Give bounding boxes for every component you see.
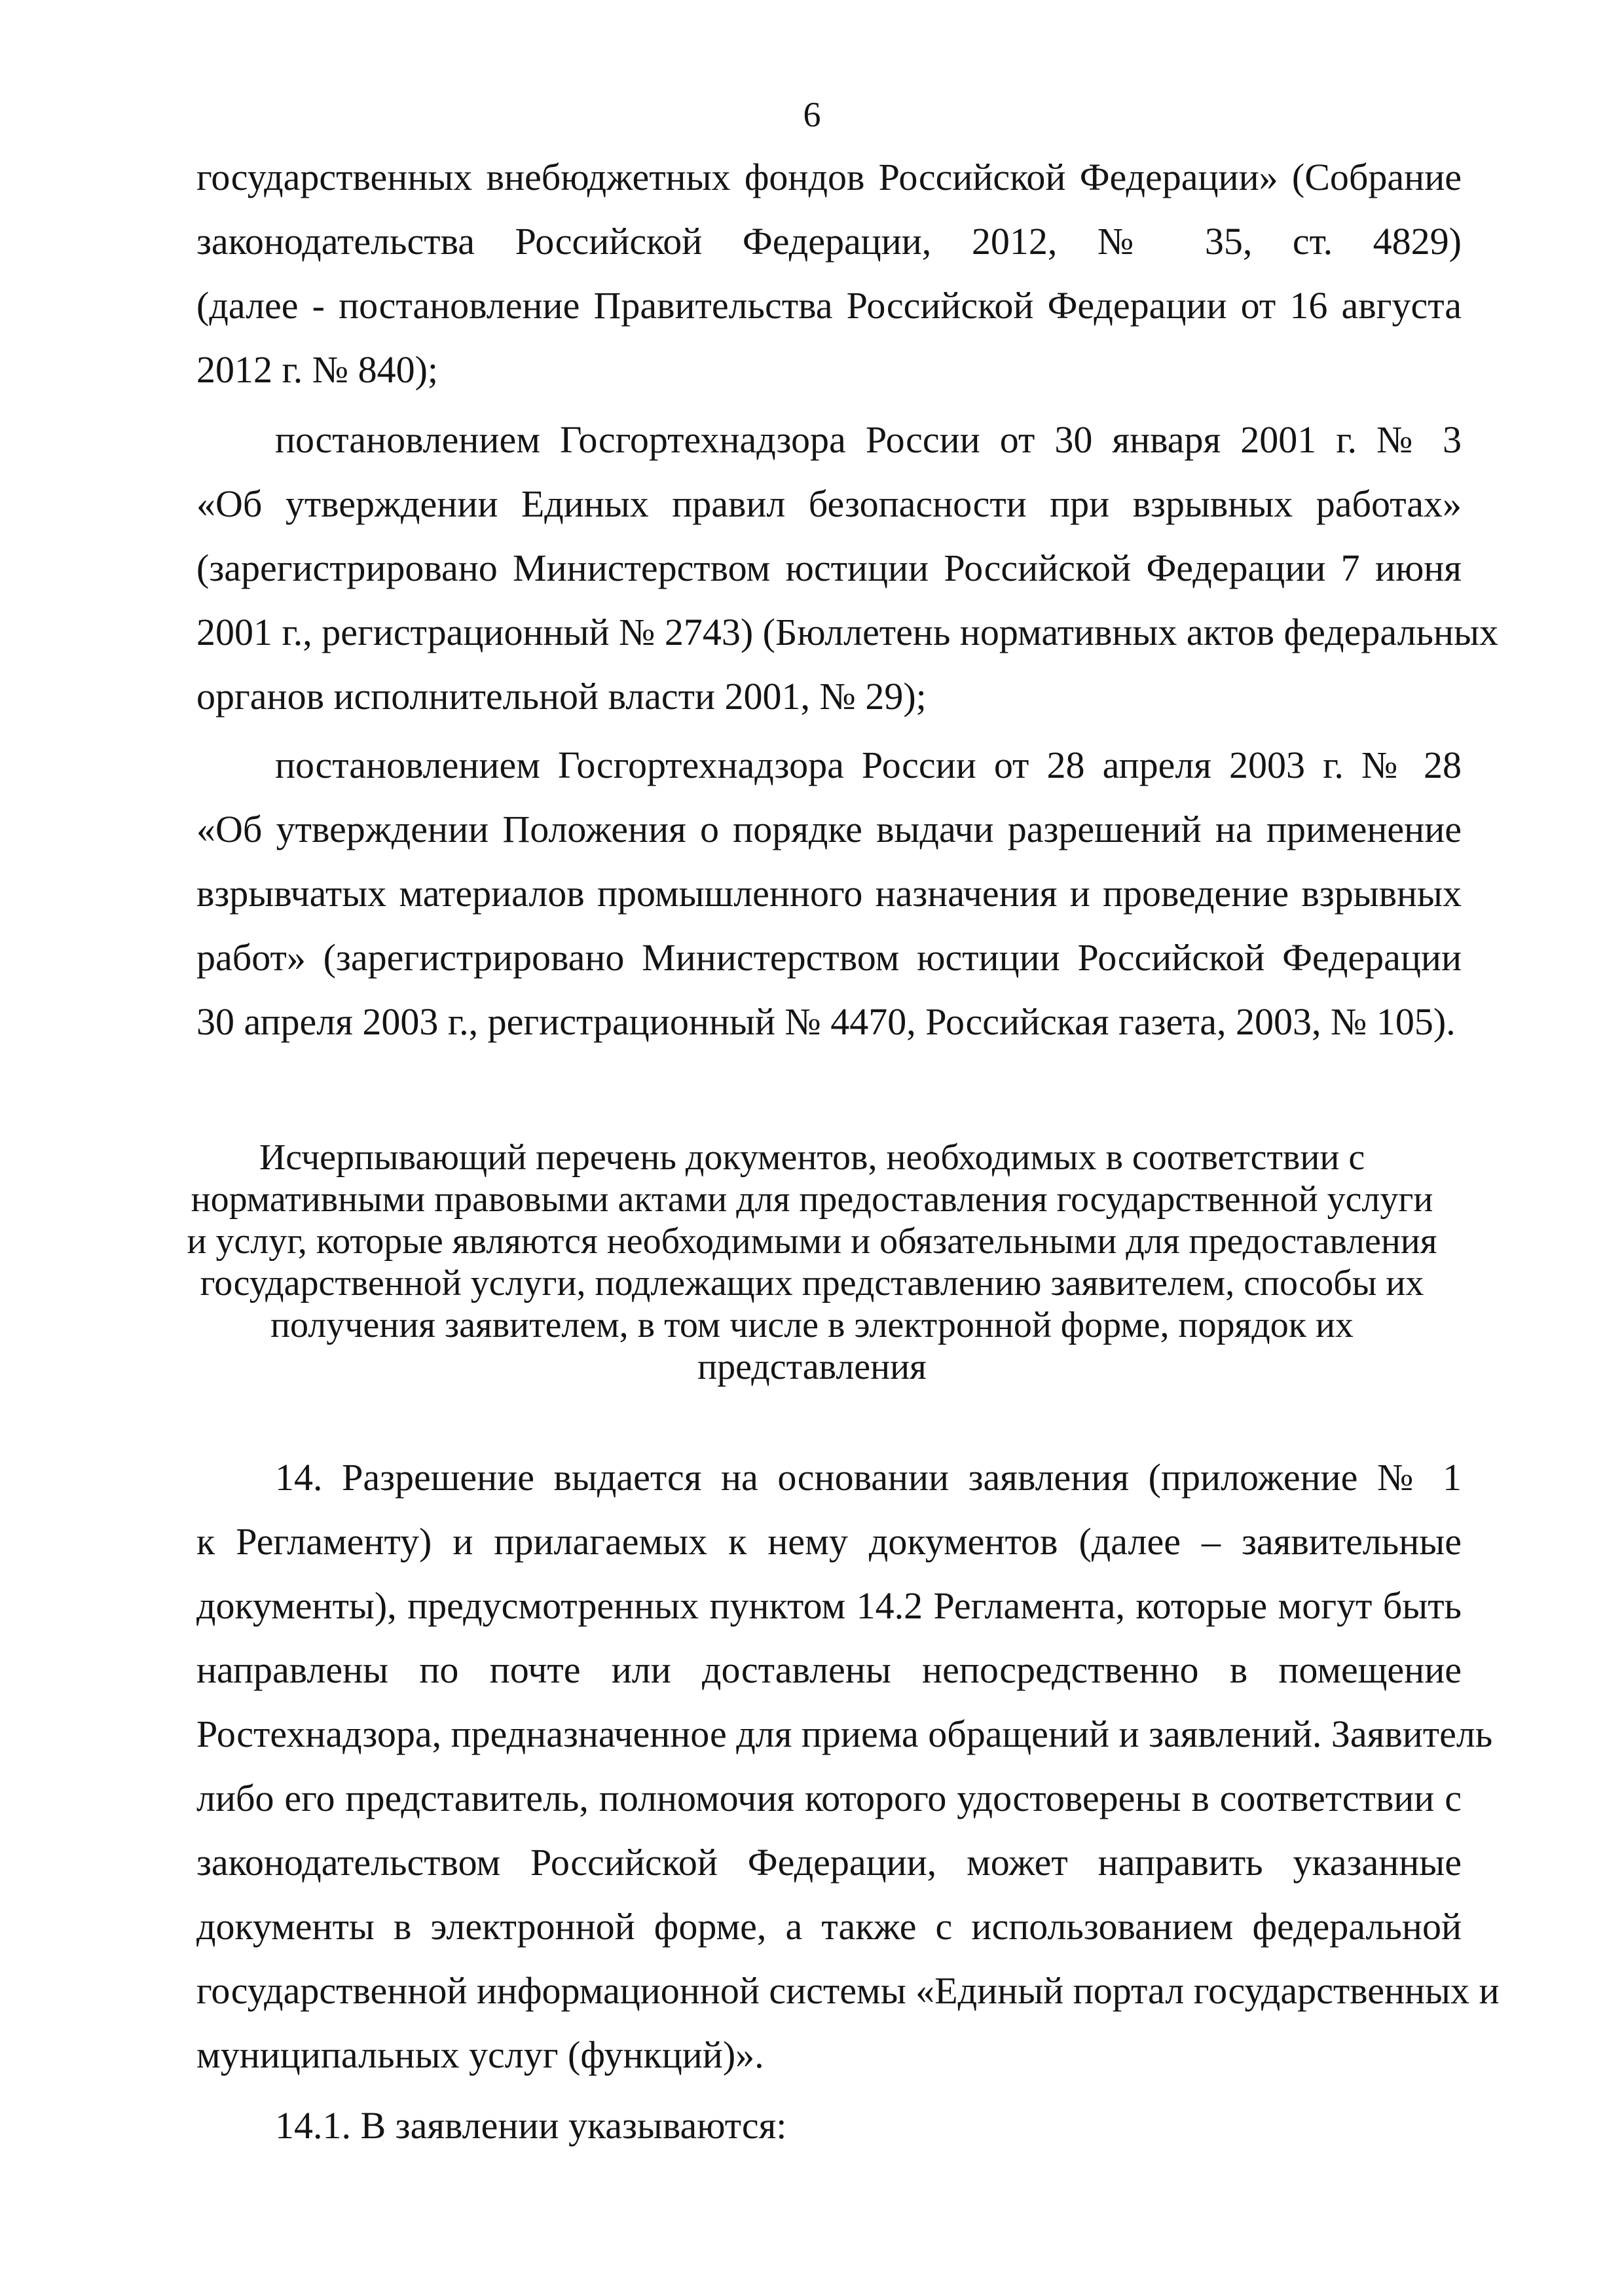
text-line: работ» (зарегистрировано Министерством юстиции Российской Федерации	[196, 936, 1462, 979]
text-line: постановлением Госгортехнадзора России от 28 апреля 2003 г. № 28	[275, 744, 1462, 786]
text-line: органов исполнительной власти 2001, № 29);	[196, 675, 927, 718]
page-number: 6	[803, 95, 821, 134]
text-line: Ростехнадзора, предназначенное для приема обращений и заявлений. Заявитель	[196, 1713, 1493, 1755]
text-line: 14.1. В заявлении указываются:	[275, 2104, 787, 2147]
text-line: документы в электронной форме, а также с использованием федеральной	[196, 1905, 1462, 1948]
text-line: документы), предусмотренных пунктом 14.2 Регламента, которые могут быть	[196, 1584, 1462, 1627]
heading-line: и услуг, которые являются необходимыми и обязательными для предоставления	[187, 1221, 1437, 1262]
heading-line: получения заявителем, в том числе в электронной форме, порядок их	[270, 1305, 1354, 1345]
text-line: постановлением Госгортехнадзора России от 30 января 2001 г. № 3	[275, 418, 1462, 461]
text-line: 30 апреля 2003 г., регистрационный № 4470, Российская газета, 2003, № 105).	[196, 1000, 1456, 1043]
paragraph-4	[196, 1446, 1500, 2087]
text-line: государственной информационной системы «Единый портал государственных и	[196, 1969, 1500, 2012]
paragraph-1	[196, 145, 1462, 402]
paragraph-2	[196, 408, 1498, 729]
section-heading	[157, 1137, 1467, 1388]
text-line: «Об утверждении Единых правил безопасности при взрывных работах»	[196, 483, 1462, 525]
text-line: (далее - постановление Правительства Российской Федерации от 16 августа	[196, 284, 1462, 327]
text-line: (зарегистрировано Министерством юстиции Российской Федерации 7 июня	[196, 547, 1462, 589]
text-line: 2001 г., регистрационный № 2743) (Бюллетень нормативных актов федеральных	[196, 611, 1498, 653]
heading-line: нормативными правовыми актами для предоставления государственной услуги	[191, 1179, 1433, 1220]
heading-line: представления	[697, 1347, 927, 1387]
paragraph-3	[196, 733, 1462, 1054]
text-line: направлены по почте или доставлены непосредственно в помещение	[196, 1649, 1462, 1691]
text-line: государственных внебюджетных фондов Российской Федерации» (Собрание	[196, 156, 1462, 198]
heading-line: Исчерпывающий перечень документов, необходимых в соответствии с	[259, 1137, 1365, 1178]
paragraph-5	[196, 2094, 1462, 2158]
text-line: к Регламенту) и прилагаемых к нему документов (далее – заявительные	[196, 1520, 1462, 1563]
text-line: муниципальных услуг (функций)».	[196, 2033, 764, 2076]
text-line: взрывчатых материалов промышленного назначения и проведение взрывных	[196, 872, 1462, 915]
text-line: «Об утверждении Положения о порядке выдачи разрешений на применение	[196, 808, 1462, 850]
text-line: законодательства Российской Федерации, 2012, № 35, ст. 4829)	[196, 220, 1462, 263]
text-line: либо его представитель, полномочия которого удостоверены в соответствии с	[196, 1777, 1462, 1819]
text-line: законодательством Российской Федерации, может направить указанные	[196, 1841, 1462, 1884]
heading-line: государственной услуги, подлежащих представлению заявителем, способы их	[200, 1263, 1424, 1303]
text-line: 14. Разрешение выдается на основании заявления (приложение № 1	[275, 1456, 1462, 1499]
text-line: 2012 г. № 840);	[196, 348, 439, 391]
